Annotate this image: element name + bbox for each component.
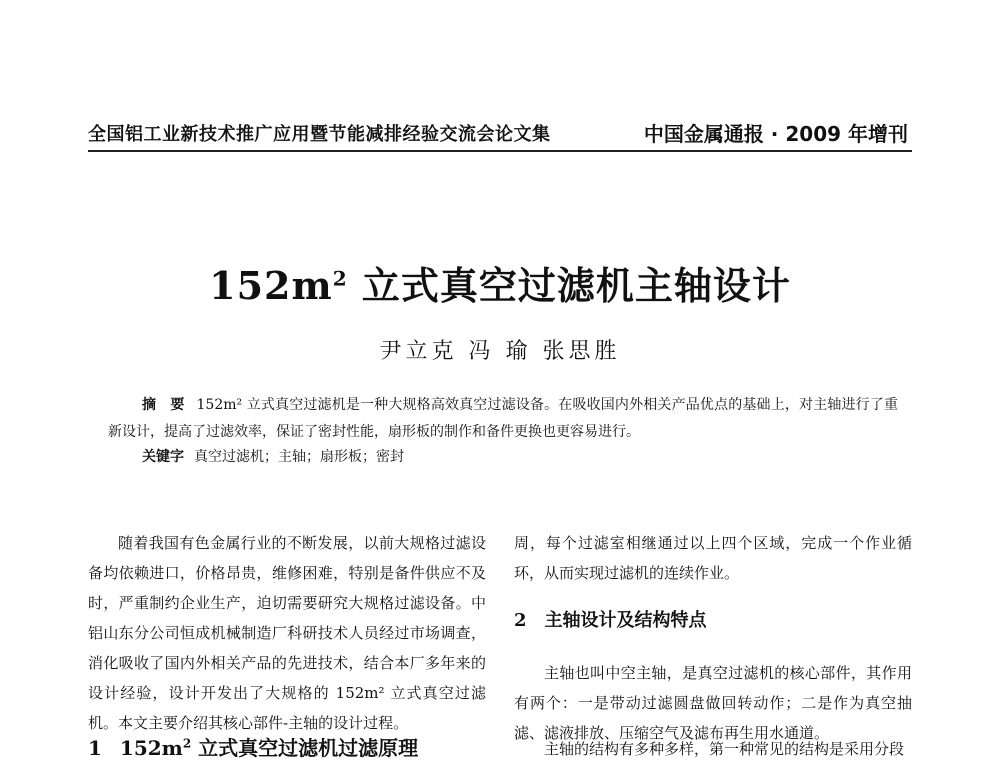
abstract-label: 摘 要: [142, 397, 185, 413]
section-1-sup: 2: [182, 736, 192, 751]
running-header-left: 全国铝工业新技术推广应用暨节能减排经验交流会论文集: [88, 124, 551, 145]
author-list: 尹立克 冯 瑜 张思胜: [379, 339, 621, 364]
keywords-text: 真空过滤机；主轴；扇形板；密封: [194, 449, 404, 465]
section-1-rest: 立式真空过滤机过滤原理: [191, 736, 419, 760]
header-rule: [88, 150, 912, 152]
paper-title: [0, 255, 1000, 310]
right-paragraph-2: 主轴也叫中空主轴，是真空过滤机的核心部件，其作用有两个：一是带动过滤圆盘做回转动作；二是作为真空抽滤、滤液排放、压缩空气及滤布再生用水通道。: [514, 664, 912, 742]
abstract-text: 152m² 立式真空过滤机是一种大规格高效真空过滤设备。在吸收国内外相关产品优点的基础上，对主轴进行了重新设计，提高了过滤效率，保证了密封性能，扇形板的制作和备件更换也更容易进行。: [108, 397, 899, 440]
keywords: [142, 446, 404, 466]
section-2-title: 主轴设计及结构特点: [544, 610, 707, 631]
section-2-number: 2: [514, 610, 527, 631]
section-1-number: 1: [88, 736, 102, 760]
title-sup: 2: [332, 266, 348, 291]
right-paragraph-1: 周，每个过滤室相继通过以上四个区域，完成一个作业循环，从而实现过滤机的连续作业。: [514, 534, 912, 582]
title-rest: 立式真空过滤机主轴设计: [347, 263, 791, 308]
title-prefix: 152m: [209, 263, 333, 308]
intro-paragraph: 随着我国有色金属行业的不断发展，以前大规格过滤设备均依赖进口，价格昂贵，维修困难，特别是备件供应不及时，严重制约企业生产，迫切需要研究大规格过滤设备。中铝山东分公司恒成机械制造厂科研技术人员经过市场调查，消化吸收了国内外相关产品的先进技术，结合本厂多年来的设计经验，设计开发出了大规格的 152m² 立式真空过滤机。本文主要介绍其核心部件-主轴的设计过程。: [88, 534, 486, 732]
running-header-right: 中国金属通报 · 2009 年增刊: [643, 122, 908, 146]
keywords-label: 关键字: [142, 449, 184, 465]
section-1-prefix: 152m: [119, 736, 183, 760]
section-1-heading: [88, 732, 418, 761]
right-paragraph-3: 主轴的结构有多种多样，第一种常见的结构是采用分段: [544, 740, 905, 758]
abstract: [108, 392, 898, 446]
section-2-heading: [514, 606, 707, 632]
